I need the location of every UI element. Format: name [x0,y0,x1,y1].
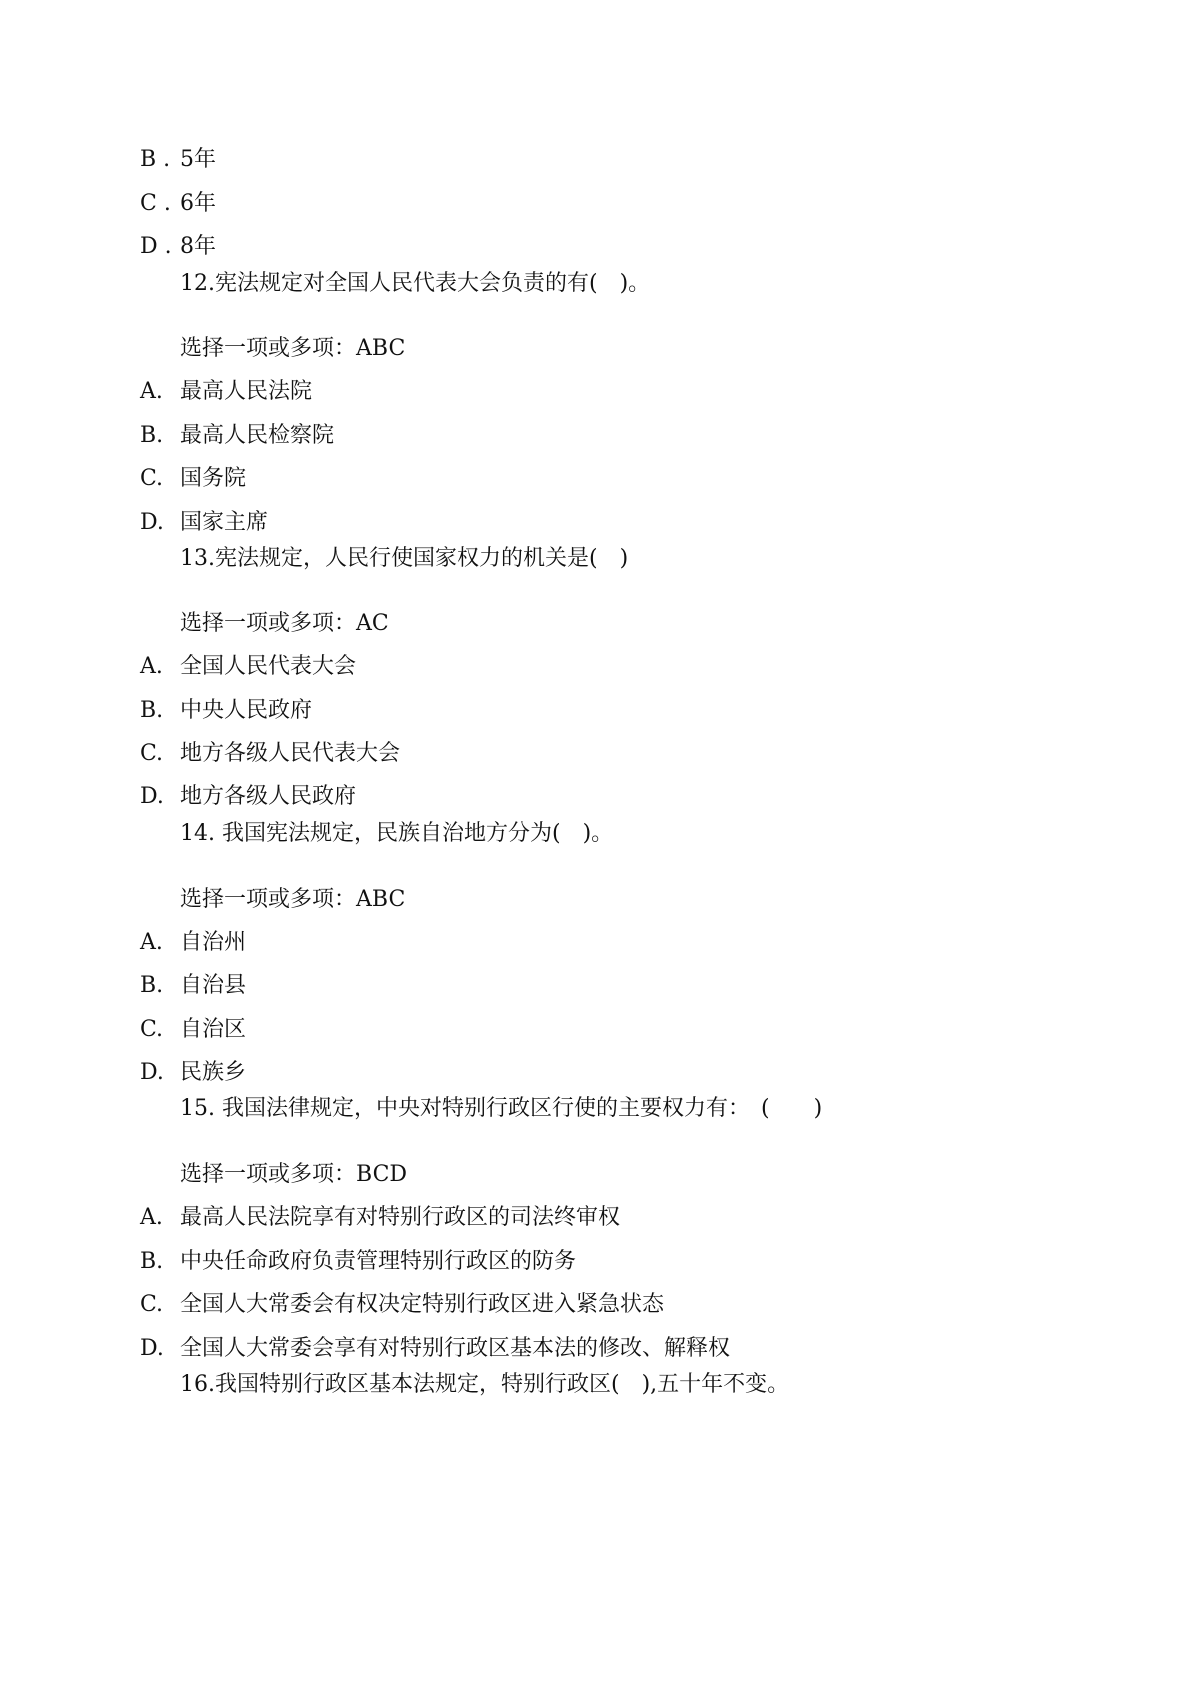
option-letter: B. [140,973,164,998]
option-letter: A. [140,379,163,404]
option-d [140,1335,730,1363]
option-a [140,1204,620,1232]
option-b [140,146,216,174]
answer-12: 选择一项或多项：ABC [180,336,406,361]
option-d [140,783,356,811]
option-d [140,233,216,261]
option-b [140,972,246,1000]
option-b [140,697,312,725]
option-text: 国务院 [180,466,247,491]
answer-15: 选择一项或多项：BCD [180,1162,408,1187]
option-c [140,1016,246,1044]
question-16: 16.我国特别行政区基本法规定，特别行政区( ),五十年不变。 [180,1372,790,1397]
option-letter: B. [140,423,164,448]
option-text: 自治州 [180,930,247,955]
option-c [140,1291,664,1319]
option-letter: D. [140,1060,164,1085]
option-a [140,929,246,957]
option-text: 全国人大常委会享有对特别行政区基本法的修改、解释权 [180,1336,731,1361]
option-text: 国家主席 [180,510,269,535]
option-text: 8年 [180,234,216,259]
option-b [140,1248,576,1276]
option-letter: B. [140,1249,164,1274]
question-14: 14. 我国宪法规定，民族自治地方分为( )。 [180,821,614,846]
option-text: 6年 [180,191,216,216]
answer-13: 选择一项或多项：AC [180,611,389,636]
option-letter: C. [140,1292,164,1317]
option-text: 全国人民代表大会 [180,654,357,679]
option-letter: C. [140,466,164,491]
option-text: 民族乡 [180,1060,247,1085]
option-letter: D. [140,784,164,809]
option-text: 自治区 [180,1017,247,1042]
option-letter: A. [140,1205,163,1230]
option-letter: C. [140,1017,164,1042]
option-b [140,422,334,450]
option-text: 5年 [180,147,216,172]
option-text: 最高人民法院 [180,379,313,404]
option-letter: B. [140,698,164,723]
option-letter: A. [140,654,163,679]
option-text: 中央人民政府 [180,698,313,723]
question-12: 12.宪法规定对全国人民代表大会负责的有( )。 [180,271,651,296]
option-text: 中央任命政府负责管理特别行政区的防务 [180,1249,577,1274]
question-15: 15. 我国法律规定，中央对特别行政区行使的主要权力有： ( ) [180,1096,823,1121]
question-13: 13.宪法规定，人民行使国家权力的机关是( ) [180,546,629,571]
option-text: 最高人民法院享有对特别行政区的司法终审权 [180,1205,621,1230]
option-letter: D. [140,510,164,535]
option-text: 地方各级人民政府 [180,784,357,809]
option-text: 自治县 [180,973,247,998]
option-text: 地方各级人民代表大会 [180,741,401,766]
option-letter: C. [140,741,164,766]
option-c [140,465,246,493]
option-letter: D . [140,234,172,259]
option-c [140,190,216,218]
option-letter: C . [140,191,171,216]
option-letter: B . [140,147,171,172]
option-c [140,740,400,768]
option-a [140,378,312,406]
option-d [140,509,268,537]
option-a [140,653,356,681]
option-letter: A. [140,930,163,955]
answer-14: 选择一项或多项：ABC [180,887,406,912]
option-text: 全国人大常委会有权决定特别行政区进入紧急状态 [180,1292,665,1317]
option-d [140,1059,246,1087]
option-letter: D. [140,1336,164,1361]
option-text: 最高人民检察院 [180,423,335,448]
